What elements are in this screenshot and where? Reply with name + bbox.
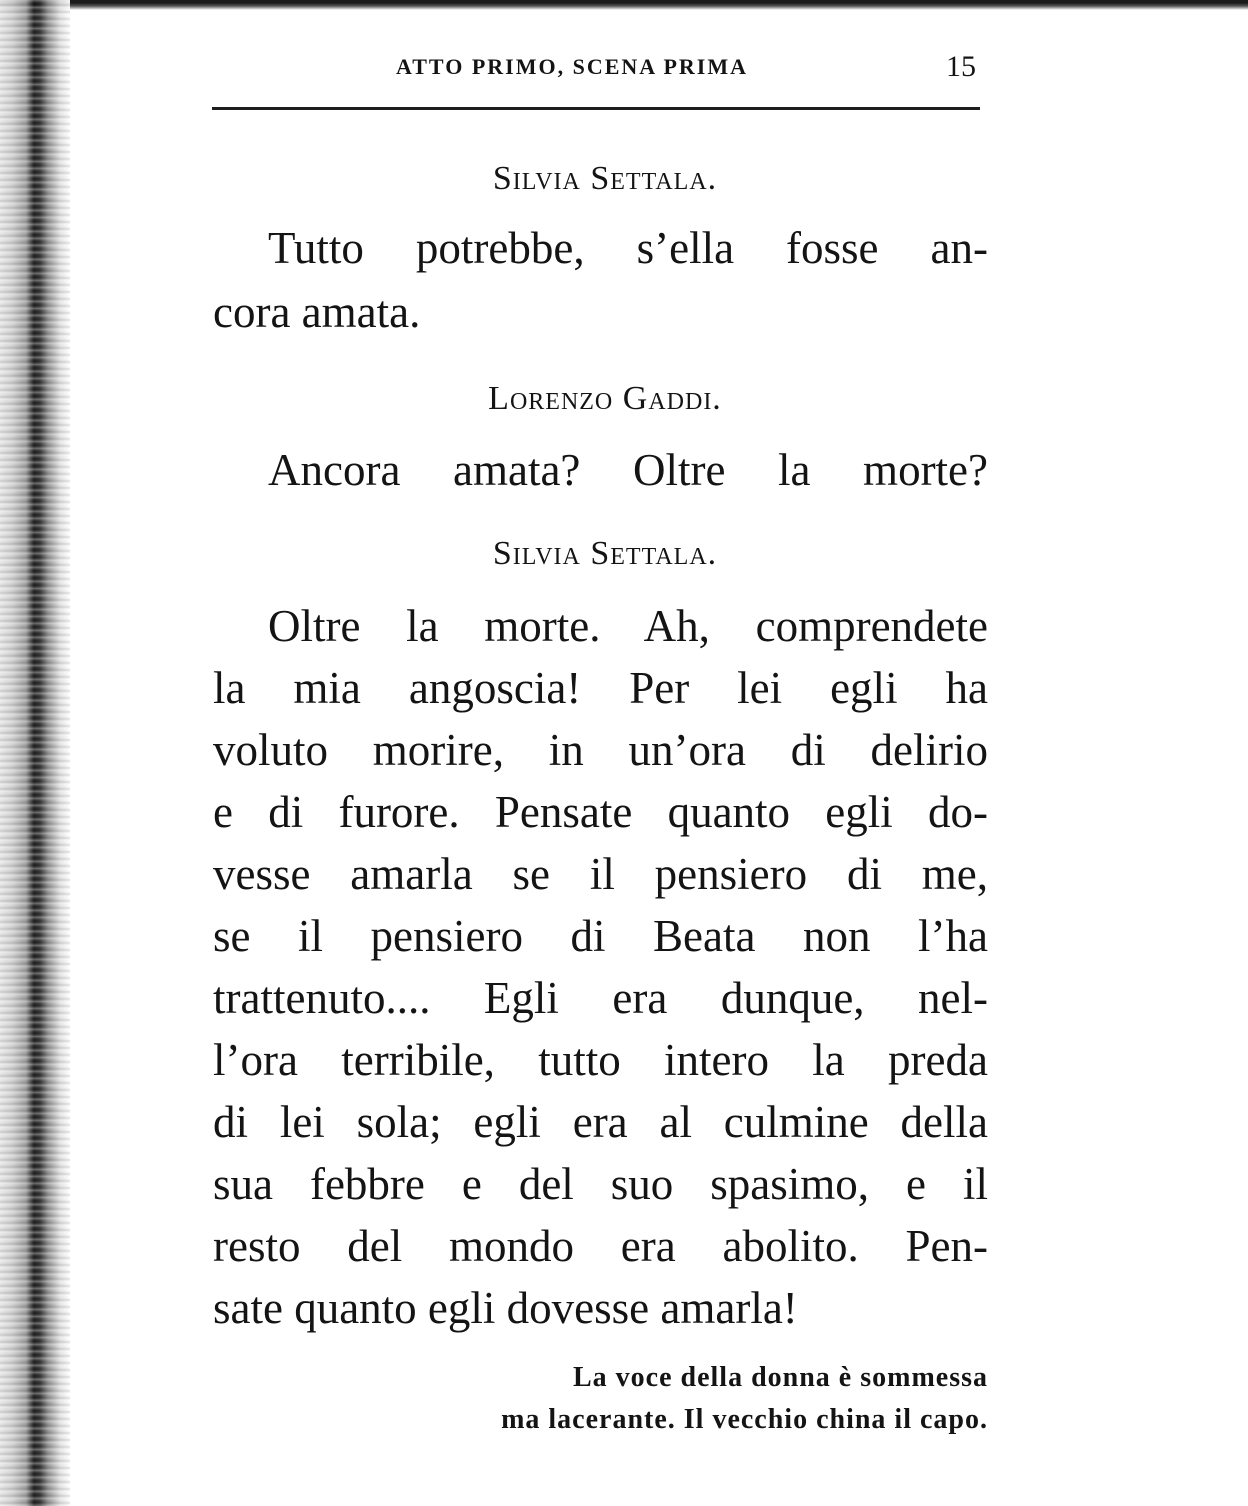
running-title: ATTO PRIMO, SCENA PRIMA [396, 54, 748, 79]
text-line: se il pensiero di Beata non l’ha [213, 911, 988, 961]
page-number: 15 [946, 50, 976, 83]
text-line: vesse amarla se il pensiero di me, [213, 849, 988, 899]
stage-direction-line: ma lacerante. Il vecchio china il capo. [501, 1404, 988, 1435]
text-line: e di furore. Pensate quanto egli do- [213, 787, 988, 837]
text-line: di lei sola; egli era al culmine della [213, 1097, 988, 1147]
text-line: trattenuto.... Egli era dunque, nel- [213, 973, 988, 1023]
text-line: voluto morire, in un’ora di delirio [213, 725, 988, 775]
text-line: Ancora amata? Oltre la morte? [268, 445, 988, 495]
page-binding-edge [0, 0, 70, 1506]
speaker-name: Lorenzo Gaddi. [488, 380, 722, 417]
text-line: la mia angoscia! Per lei egli ha [213, 663, 988, 713]
page-top-edge [0, 0, 1248, 10]
text-line: Oltre la morte. Ah, comprendete [268, 601, 988, 651]
speaker-name: Silvia Settala. [492, 160, 718, 197]
text-line: sate quanto egli dovesse amarla! [213, 1283, 798, 1333]
text-line: l’ora terribile, tutto intero la preda [213, 1035, 988, 1085]
header-rule [212, 107, 980, 110]
text-line: cora amata. [213, 287, 421, 337]
stage-direction-line: La voce della donna è sommessa [573, 1362, 988, 1393]
speaker-name: Silvia Settala. [492, 535, 718, 572]
text-line: sua febbre e del suo spasimo, e il [213, 1159, 988, 1209]
text-line: Tutto potrebbe, s’ella fosse an- [268, 223, 988, 273]
text-line: resto del mondo era abolito. Pen- [213, 1221, 988, 1271]
running-head [210, 52, 980, 84]
